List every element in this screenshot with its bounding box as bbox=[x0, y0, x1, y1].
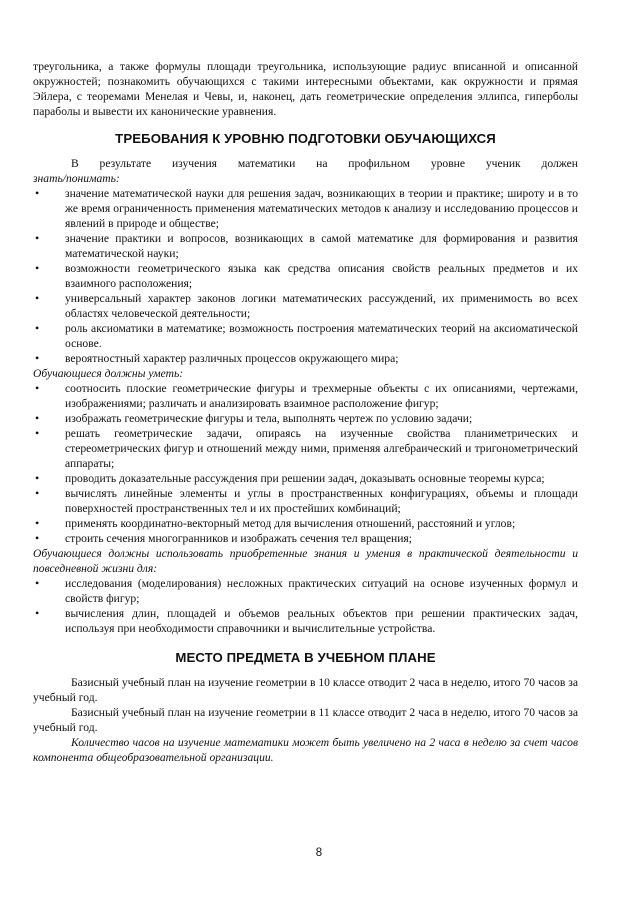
list-item: • роль аксиоматики в математике; возможность построения математических теорий на аксиоматической основе. bbox=[33, 321, 578, 351]
list-item: • изображать геометрические фигуры и тела, выполнять чертеж по условию задачи; bbox=[33, 411, 578, 426]
list-item: • применять координатно-векторный метод для вычисления отношений, расстояний и углов; bbox=[33, 516, 578, 531]
document-page bbox=[33, 59, 578, 765]
page-number: 8 bbox=[315, 847, 323, 859]
curriculum-heading: МЕСТО ПРЕДМЕТА В УЧЕБНОМ ПЛАНЕ bbox=[175, 650, 436, 665]
practice-list bbox=[33, 576, 578, 636]
list-item: • решать геометрические задачи, опираясь на изученные свойства планиметрических и стереометрических фигур и отношений между ними, применяя алгебраический и тригонометрический аппараты; bbox=[33, 426, 578, 471]
curriculum-grade11: Базисный учебный план на изучение геометрии в 11 классе отводит 2 часа в неделю, итого 70 часов за учебный год. bbox=[33, 706, 578, 734]
able-label: Обучающиеся должны уметь: bbox=[33, 367, 184, 380]
know-list bbox=[33, 186, 578, 366]
list-item: • возможности геометрического языка как средства описания свойств реальных предметов и их взаимного расположения; bbox=[33, 261, 578, 291]
list-item: • вычислять линейные элементы и углы в пространственных конфигурациях, объемы и площади поверхностей пространственных тел и их простейших комбинаций; bbox=[33, 486, 578, 516]
requirements-heading: ТРЕБОВАНИЯ К УРОВНЮ ПОДГОТОВКИ ОБУЧАЮЩИХСЯ bbox=[115, 131, 496, 146]
list-item: • строить сечения многогранников и изображать сечения тел вращения; bbox=[33, 531, 578, 546]
list-item: • значение математической науки для решения задач, возникающих в теории и практике; широту и в то же время ограниченность применения математических методов к анализу и исследованию процессов и явлений в природе и обществе; bbox=[33, 186, 578, 231]
list-item: • исследования (моделирования) несложных практических ситуаций на основе изученных формул и свойств фигур; bbox=[33, 576, 578, 606]
curriculum-note: Количество часов на изучение математики может быть увеличено на 2 часа в неделю за счет часов компонента общеобразовательной организации. bbox=[33, 736, 578, 764]
list-item: • проводить доказательные рассуждения при решении задач, доказывать основные теоремы курса; bbox=[33, 471, 578, 486]
list-item: • соотносить плоские геометрические фигуры и трехмерные объекты с их описаниями, чертежами, изображениями; различать и анализировать взаимное расположение фигур; bbox=[33, 381, 578, 411]
curriculum-grade10: Базисный учебный план на изучение геометрии в 10 классе отводит 2 часа в неделю, итого 70 часов за учебный год. bbox=[33, 676, 578, 704]
list-item: • значение практики и вопросов, возникающих в самой математике для формирования и развития математической науки; bbox=[33, 231, 578, 261]
list-item: • вычисления длин, площадей и объемов реальных объектов при решении практических задач, используя при необходимости справочники и вычислительные устройства. bbox=[33, 606, 578, 636]
intro-paragraph: треугольника, а также формулы площади треугольника, использующие радиус вписанной и описанной окружностей; познакомить обучающихся с такими интересными объектами, как окружности и прямая Эйлера, с теоремами Менелая и Чевы, и, наконец, дать геометрические определения эллипса, гиперболы параболы и вывести их канонические уравнения. bbox=[33, 60, 578, 118]
know-label: знать/понимать: bbox=[33, 172, 120, 185]
able-list bbox=[33, 381, 578, 546]
requirements-lead-in: В результате изучения математики на профильном уровне ученик должен bbox=[71, 157, 578, 170]
practice-label: Обучающиеся должны использовать приобретенные знания и умения в практической деятельности и повседневной жизни для: bbox=[33, 547, 578, 575]
list-item: • вероятностный характер различных процессов окружающего мира; bbox=[33, 351, 578, 366]
list-item: • универсальный характер законов логики математических рассуждений, их применимость во всех областях человеческой деятельности; bbox=[33, 291, 578, 321]
